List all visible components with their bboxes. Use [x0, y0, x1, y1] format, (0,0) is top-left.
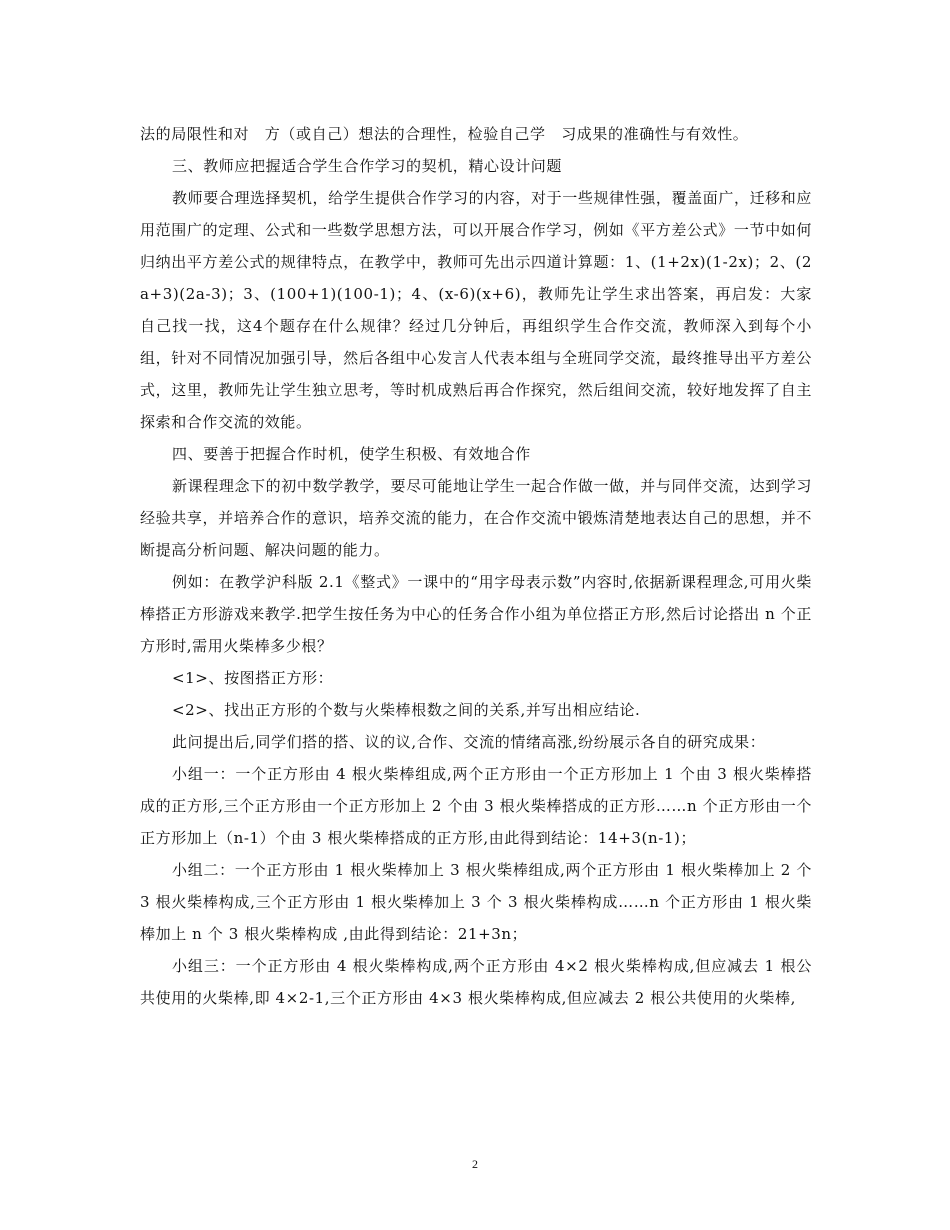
page-body: [140, 118, 812, 1014]
step-2: <2>、找出正方形的个数与火柴棒根数之间的关系,并写出相应结论.: [172, 701, 641, 719]
section-heading-4: 四、要善于把握合作时机，使学生积极、有效地合作: [172, 445, 531, 463]
paragraph-teacher-choose: 教师要合理选择契机，给学生提供合作学习的内容，对于一些规律性强，覆盖面广，迁移和应用范围广的定理、公式和一些数学思想方法，可以开展合作学习，例如《平方差公式》一节中如何归纳出平方差公式的规律特点，在教学中，教师可先出示四道计算题：1、(1+2x)(1-2x)；2、(2a+3)(2a-3)；3、(100+1)(100-1)；4、(x-6)(x+6)，教师先让学生求出答案，再启发：大家自己找一找，这4个题存在什么规律？经过几分钟后，再组织学生合作交流，教师深入到每个小组，针对不同情况加强引导，然后各组中心发言人代表本组与全班同学交流，最终推导出平方差公式，这里，教师先让学生独立思考，等时机成熟后再合作探究，然后组间交流，较好地发挥了自主探索和合作交流的效能。: [140, 189, 812, 431]
paragraph-after-question: 此问提出后,同学们搭的搭、议的议,合作、交流的情绪高涨,纷纷展示各自的研究成果：: [172, 733, 766, 751]
section-heading-3: 三、教师应把握适合学生合作学习的契机，精心设计问题: [172, 157, 563, 175]
paragraph-example: 例如：在教学沪科版 2.1《整式》一课中的“用字母表示数”内容时,依据新课程理念,可用火柴棒搭正方形游戏来教学.把学生按任务为中心的任务合作小组为单位搭正方形,然后讨论搭出 n 个正方形时,需用火柴棒多少根？: [140, 573, 812, 655]
group-1-result: 小组一：一个正方形由 4 根火柴棒组成,两个正方形由一个正方形加上 1 个由 3 根火柴棒搭成的正方形,三个正方形由一个正方形加上 2 个由 3 根火柴棒搭成的正方形……n 个正方形由一个正方形加上（n-1）个由 3 根火柴棒搭成的正方形,由此得到结论：14+3(n-1)；: [140, 765, 812, 847]
step-1: <1>、按图搭正方形：: [172, 669, 334, 687]
group-2-result: 小组二：一个正方形由 1 根火柴棒加上 3 根火柴棒组成,两个正方形由 1 根火柴棒加上 2 个 3 根火柴棒构成,三个正方形由 1 根火柴棒加上 3 个 3 根火柴棒构成……n 个正方形由 1 根火柴棒加上 n 个 3 根火柴棒构成 ,由此得到结论：21+3n；: [140, 861, 812, 943]
paragraph-continuation: 法的局限性和对 方（或自己）想法的合理性，检验自己学 习成果的准确性与有效性。: [140, 125, 749, 143]
page-number: 2: [472, 1157, 478, 1171]
paragraph-new-curriculum: 新课程理念下的初中数学教学，要尽可能地让学生一起合作做一做，并与同伴交流，达到学习经验共享，并培养合作的意识，培养交流的能力，在合作交流中锻炼清楚地表达自己的思想，并不断提高分析问题、解决问题的能力。: [140, 477, 812, 559]
group-3-result: 小组三：一个正方形由 4 根火柴棒构成,两个正方形由 4×2 根火柴棒构成,但应减去 1 根公共使用的火柴棒,即 4×2-1,三个正方形由 4×3 根火柴棒构成,但应减去 2 根公共使用的火柴棒,: [140, 957, 812, 1007]
